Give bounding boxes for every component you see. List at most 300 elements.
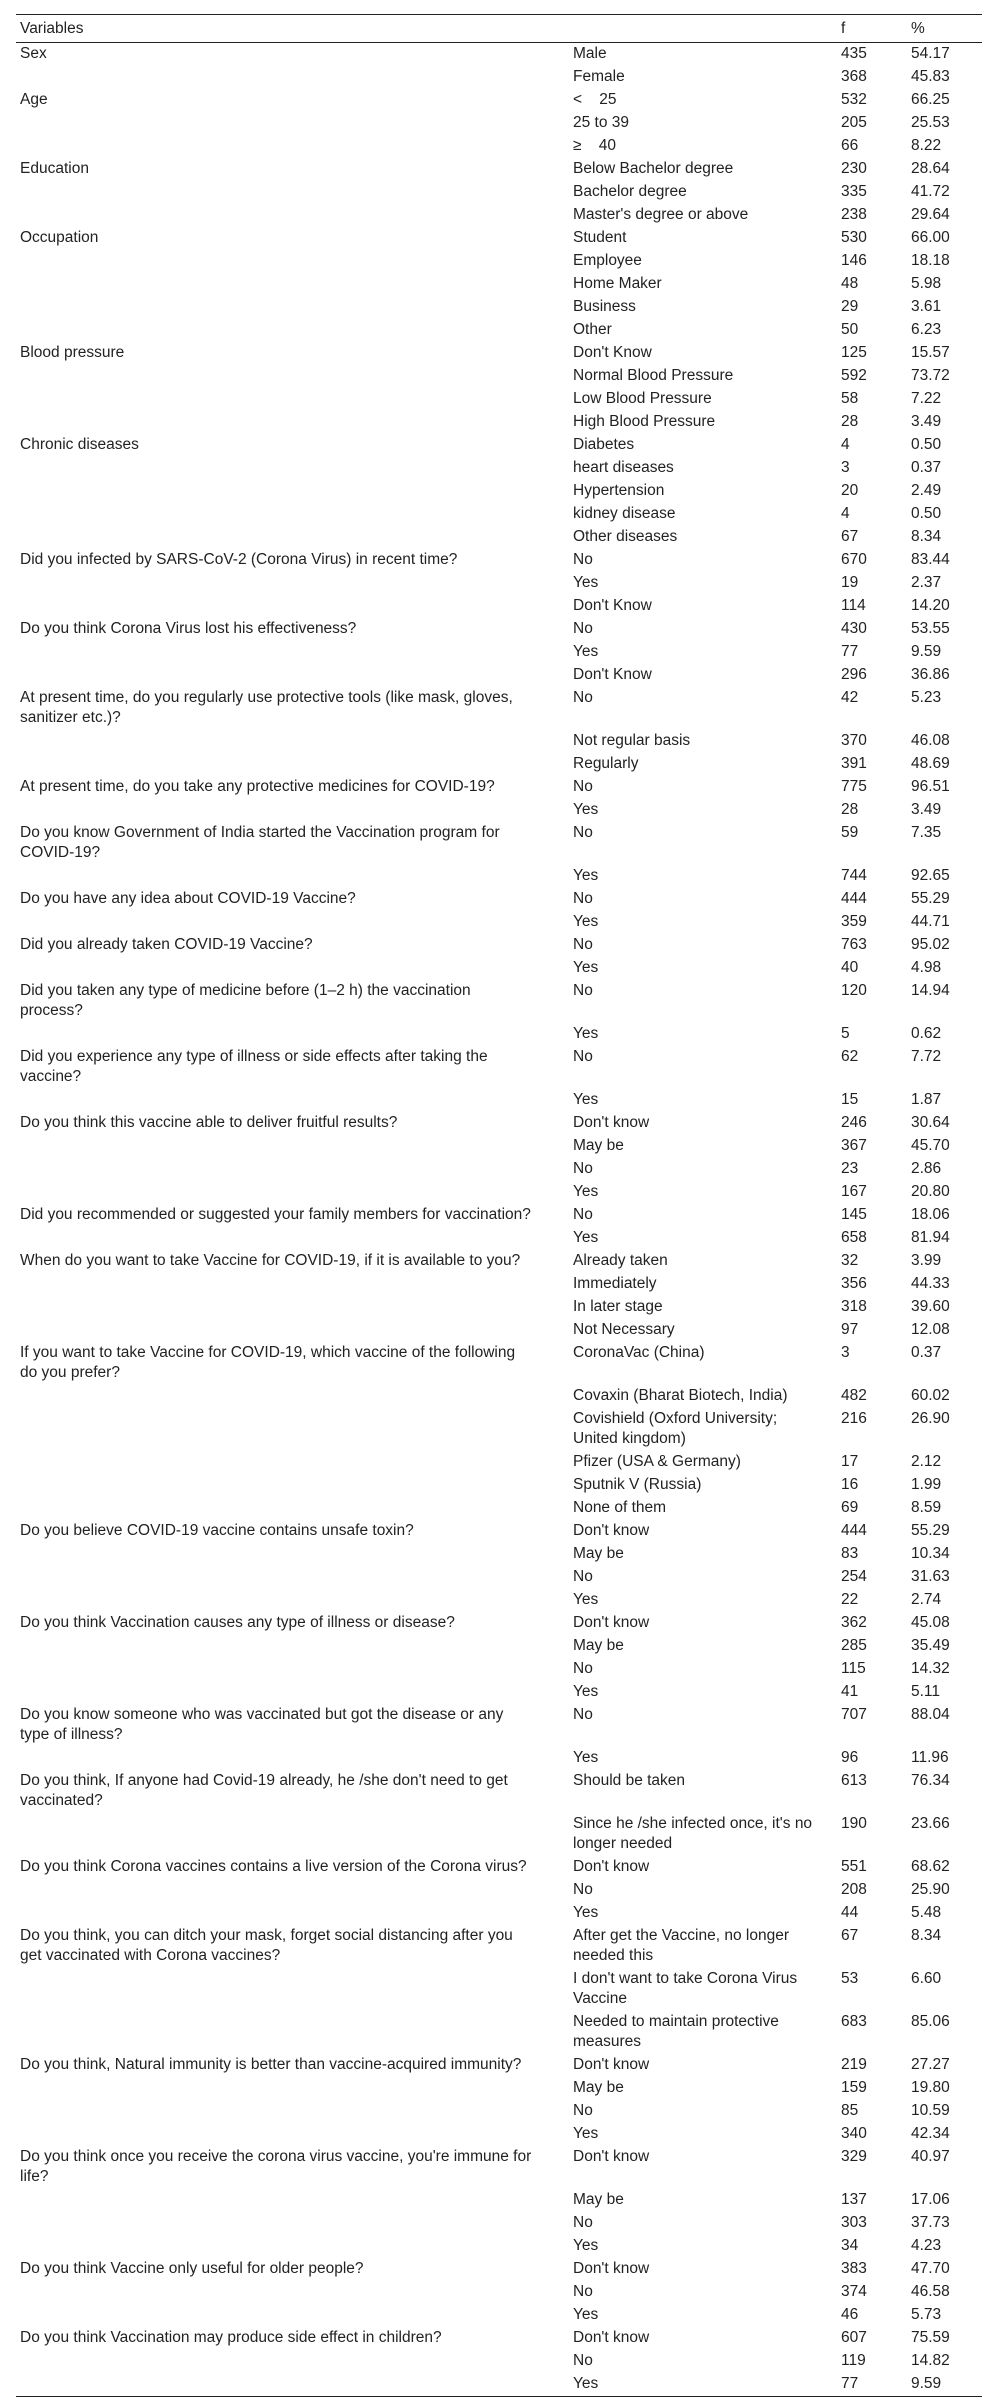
percent-cell: 23.66 xyxy=(911,1815,950,1832)
response-cell: CoronaVac (China) xyxy=(573,1344,705,1361)
response-cell: Don't Know xyxy=(573,597,652,614)
frequency-cell: 435 xyxy=(841,45,867,62)
frequency-cell: 530 xyxy=(841,229,867,246)
variable-cell xyxy=(16,1879,569,1902)
variable-cell: Did you experience any type of illness or side effects after taking the vaccine? xyxy=(20,1048,488,1085)
response-cell: Yes xyxy=(573,801,599,818)
table-row xyxy=(16,687,982,730)
table-row xyxy=(16,1089,982,1112)
table-row xyxy=(16,250,982,273)
percent-cell: 3.49 xyxy=(911,413,942,430)
response-cell: High Blood Pressure xyxy=(573,413,716,430)
frequency-cell: 374 xyxy=(841,2283,867,2300)
frequency-cell: 119 xyxy=(841,2352,866,2369)
table-row xyxy=(16,799,982,822)
table-row xyxy=(16,342,982,365)
percent-cell: 19.80 xyxy=(911,2079,950,2096)
response-cell: Don't Know xyxy=(573,666,652,683)
table-row xyxy=(16,865,982,888)
variable-cell xyxy=(16,1181,569,1204)
table-row xyxy=(16,434,982,457)
percent-cell: 54.17 xyxy=(911,45,950,62)
percent-cell: 8.34 xyxy=(911,1927,942,1944)
variable-cell: Did you taken any type of medicine before (1–2 h) the vaccination process? xyxy=(20,982,471,1019)
variable-cell: Do you think Vaccination may produce side effect in children? xyxy=(20,2329,442,2346)
table-row xyxy=(16,204,982,227)
percent-cell: 75.59 xyxy=(911,2329,950,2346)
response-cell: Yes xyxy=(573,1683,599,1700)
table-row xyxy=(16,1408,982,1451)
percent-cell: 47.70 xyxy=(911,2260,950,2277)
table-row xyxy=(16,888,982,911)
variable-cell xyxy=(16,2212,569,2235)
variable-cell xyxy=(16,1089,569,1112)
response-cell: Yes xyxy=(569,2373,837,2397)
table-row xyxy=(16,388,982,411)
percent-cell: 66.25 xyxy=(911,91,950,108)
table-row xyxy=(16,296,982,319)
response-cell: No xyxy=(573,1206,593,1223)
table-row xyxy=(16,1770,982,1813)
frequency-cell: 53 xyxy=(841,1970,859,1987)
frequency-cell: 97 xyxy=(841,1321,859,1338)
table-row xyxy=(16,480,982,503)
variable-cell xyxy=(16,1658,569,1681)
frequency-cell: 238 xyxy=(841,206,867,223)
percent-cell: 0.50 xyxy=(911,505,942,522)
frequency-cell: 370 xyxy=(841,732,867,749)
table-row xyxy=(16,158,982,181)
frequency-cell: 683 xyxy=(841,2013,867,2030)
frequency-cell: 115 xyxy=(841,1660,866,1677)
percent-cell: 1.99 xyxy=(911,1476,942,1493)
table-row xyxy=(16,1227,982,1250)
percent-cell: 76.34 xyxy=(911,1772,950,1789)
response-cell: Don't Know xyxy=(573,344,652,361)
variable-cell: Do you think Corona Virus lost his effectiveness? xyxy=(20,620,357,637)
response-cell: No xyxy=(573,890,593,907)
table-row xyxy=(16,2327,982,2350)
response-cell: Don't know xyxy=(573,1614,650,1631)
frequency-cell: 205 xyxy=(841,114,867,131)
variable-cell xyxy=(16,135,569,158)
frequency-cell: 775 xyxy=(841,778,867,795)
frequency-cell: 96 xyxy=(841,1749,859,1766)
variable-cell xyxy=(16,1408,569,1451)
frequency-cell: 551 xyxy=(841,1858,867,1875)
percent-cell: 14.32 xyxy=(911,1660,950,1677)
variable-cell xyxy=(16,1135,569,1158)
response-cell: No xyxy=(573,1048,593,1065)
frequency-cell: 23 xyxy=(841,1160,859,1177)
frequency-cell: 359 xyxy=(841,913,867,930)
table-row xyxy=(16,1658,982,1681)
percent-cell: 66.00 xyxy=(911,229,950,246)
frequency-cell: 146 xyxy=(841,252,867,269)
percent-cell: 55.29 xyxy=(911,1522,950,1539)
response-cell: Other xyxy=(573,321,612,338)
response-cell: May be xyxy=(573,2191,624,2208)
variable-cell: Did you already taken COVID-19 Vaccine? xyxy=(20,936,313,953)
table-row xyxy=(16,1181,982,1204)
variable-cell xyxy=(16,1385,569,1408)
response-cell: Home Maker xyxy=(573,275,662,292)
percent-cell: 45.70 xyxy=(911,1137,950,1154)
response-cell: No xyxy=(573,1660,593,1677)
table-row xyxy=(16,1902,982,1925)
header-variables: Variables xyxy=(16,15,569,43)
response-cell: Yes xyxy=(573,1904,599,1921)
variable-cell xyxy=(16,1747,569,1770)
percent-cell: 8.22 xyxy=(911,137,942,154)
table-row xyxy=(16,1112,982,1135)
response-cell: Below Bachelor degree xyxy=(573,160,734,177)
variable-cell: Do you believe COVID-19 vaccine contains unsafe toxin? xyxy=(20,1522,414,1539)
response-cell: ≥ 40 xyxy=(573,137,616,154)
frequency-cell: 444 xyxy=(841,1522,867,1539)
percent-cell: 85.06 xyxy=(911,2013,950,2030)
variable-cell: Do you have any idea about COVID-19 Vaccine? xyxy=(20,890,356,907)
percent-cell: 6.23 xyxy=(911,321,942,338)
response-cell: None of them xyxy=(573,1499,667,1516)
percent-cell: 10.34 xyxy=(911,1545,950,1562)
variable-cell xyxy=(16,112,569,135)
variable-cell xyxy=(16,664,569,687)
frequency-cell: 367 xyxy=(841,1137,867,1154)
percent-cell: 53.55 xyxy=(911,620,950,637)
frequency-cell: 190 xyxy=(841,1815,867,1832)
frequency-cell: 69 xyxy=(841,1499,859,1516)
variable-cell xyxy=(16,572,569,595)
percent-cell: 81.94 xyxy=(911,1229,950,1246)
table-row xyxy=(16,1023,982,1046)
percent-cell: 8.59 xyxy=(911,1499,942,1516)
response-cell: Yes xyxy=(573,1749,599,1766)
percent-cell: 68.62 xyxy=(911,1858,950,1875)
variable-cell xyxy=(16,1589,569,1612)
survey-table-container xyxy=(16,14,982,2397)
response-cell: Should be taken xyxy=(573,1772,686,1789)
frequency-cell: 246 xyxy=(841,1114,867,1131)
table-row xyxy=(16,2212,982,2235)
table-row xyxy=(16,1135,982,1158)
percent-cell: 25.53 xyxy=(911,114,950,131)
frequency-cell: 29 xyxy=(841,298,859,315)
frequency-cell: 85 xyxy=(841,2102,859,2119)
response-cell: kidney disease xyxy=(573,505,676,522)
response-cell: No xyxy=(573,2352,593,2369)
table-row xyxy=(16,1813,982,1856)
response-cell: Employee xyxy=(573,252,642,269)
response-cell: Don't know xyxy=(573,2260,650,2277)
percent-cell: 18.06 xyxy=(911,1206,950,1223)
frequency-cell: 391 xyxy=(841,755,867,772)
percent-cell: 73.72 xyxy=(911,367,950,384)
frequency-cell: 15 xyxy=(841,1091,859,1108)
frequency-cell: 362 xyxy=(841,1614,867,1631)
percent-cell: 4.23 xyxy=(911,2237,942,2254)
header-percent: % xyxy=(907,15,982,43)
table-row xyxy=(16,2077,982,2100)
frequency-cell: 159 xyxy=(841,2079,867,2096)
response-cell: May be xyxy=(573,1637,624,1654)
table-row xyxy=(16,934,982,957)
table-row xyxy=(16,1681,982,1704)
table-row xyxy=(16,1158,982,1181)
variable-cell xyxy=(16,2077,569,2100)
variable-cell xyxy=(16,319,569,342)
frequency-cell: 137 xyxy=(841,2191,867,2208)
variable-cell: Education xyxy=(20,160,89,177)
table-row xyxy=(16,181,982,204)
frequency-cell: 219 xyxy=(841,2056,867,2073)
percent-cell: 5.98 xyxy=(911,275,942,292)
variable-cell xyxy=(16,66,569,89)
table-row xyxy=(16,2100,982,2123)
percent-cell: 5.73 xyxy=(911,2306,942,2323)
frequency-cell: 329 xyxy=(841,2148,867,2165)
frequency-cell: 444 xyxy=(841,890,867,907)
percent-cell: 10.59 xyxy=(911,2102,950,2119)
percent-cell: 9.59 xyxy=(911,643,942,660)
table-row xyxy=(16,549,982,572)
response-cell: Regularly xyxy=(573,755,639,772)
percent-cell: 37.73 xyxy=(911,2214,950,2231)
table-body xyxy=(16,43,982,2397)
table-row xyxy=(16,1474,982,1497)
percent-cell: 7.22 xyxy=(911,390,942,407)
variable-cell xyxy=(16,2350,569,2373)
variable-cell xyxy=(16,1296,569,1319)
table-row xyxy=(16,980,982,1023)
response-cell: Yes xyxy=(573,643,599,660)
table-row xyxy=(16,273,982,296)
response-cell: No xyxy=(573,1706,593,1723)
variable-cell xyxy=(16,365,569,388)
percent-cell: 7.35 xyxy=(911,824,942,841)
variable-cell xyxy=(16,641,569,664)
percent-cell: 14.94 xyxy=(911,982,950,999)
response-cell: Yes xyxy=(573,1025,599,1042)
percent-cell: 14.20 xyxy=(911,597,950,614)
variable-cell xyxy=(16,753,569,776)
frequency-cell: 744 xyxy=(841,867,867,884)
percent-cell: 44.71 xyxy=(911,913,950,930)
variable-cell: At present time, do you take any protective medicines for COVID-19? xyxy=(20,778,495,795)
variable-cell: Did you recommended or suggested your family members for vaccination? xyxy=(20,1206,531,1223)
percent-cell: 92.65 xyxy=(911,867,950,884)
percent-cell: 25.90 xyxy=(911,1881,950,1898)
percent-cell: 39.60 xyxy=(911,1298,950,1315)
table-row xyxy=(16,1497,982,1520)
percent-cell: 7.72 xyxy=(911,1048,942,1065)
response-cell: Pfizer (USA & Germany) xyxy=(573,1453,741,1470)
frequency-cell: 613 xyxy=(841,1772,867,1789)
table-row xyxy=(16,664,982,687)
response-cell: Master's degree or above xyxy=(573,206,749,223)
variable-cell: Do you know someone who was vaccinated but got the disease or any type of illness? xyxy=(20,1706,504,1743)
variable-cell xyxy=(16,957,569,980)
variable-cell xyxy=(16,2281,569,2304)
response-cell: No xyxy=(573,778,593,795)
frequency-cell: 707 xyxy=(841,1706,867,1723)
table-row xyxy=(16,66,982,89)
response-cell: Yes xyxy=(573,867,599,884)
variable-cell xyxy=(16,388,569,411)
response-cell: No xyxy=(573,2283,593,2300)
response-cell: Since he /she infected once, it's no longer needed xyxy=(573,1815,813,1852)
percent-cell: 20.80 xyxy=(911,1183,950,1200)
percent-cell: 55.29 xyxy=(911,890,950,907)
table-row xyxy=(16,911,982,934)
variable-cell xyxy=(16,2235,569,2258)
frequency-cell: 46 xyxy=(841,2306,859,2323)
frequency-cell: 216 xyxy=(841,1410,867,1427)
response-cell: May be xyxy=(573,2079,624,2096)
table-row xyxy=(16,1296,982,1319)
variable-cell xyxy=(16,503,569,526)
table-row xyxy=(16,1925,982,1968)
response-cell: Covishield (Oxford University; United kingdom) xyxy=(573,1410,778,1447)
variable-cell xyxy=(16,1497,569,1520)
variable-cell xyxy=(16,2123,569,2146)
frequency-cell: 303 xyxy=(841,2214,867,2231)
percent-cell: 14.82 xyxy=(911,2352,950,2369)
table-row xyxy=(16,641,982,664)
response-cell: Not Necessary xyxy=(573,1321,675,1338)
response-cell: No xyxy=(573,1160,593,1177)
frequency-cell: 254 xyxy=(841,1568,867,1585)
response-cell: < 25 xyxy=(573,91,617,108)
variable-cell: Do you think, you can ditch your mask, forget social distancing after you get vaccinated with Corona vaccines? xyxy=(20,1927,513,1964)
percent-cell: 88.04 xyxy=(911,1706,950,1723)
variable-cell xyxy=(16,2304,569,2327)
frequency-cell: 296 xyxy=(841,666,867,683)
variable-cell xyxy=(16,730,569,753)
table-row xyxy=(16,503,982,526)
response-cell: Don't know xyxy=(573,1858,650,1875)
response-cell: Don't know xyxy=(573,2148,650,2165)
percent-cell: 2.86 xyxy=(911,1160,942,1177)
percent-cell: 60.02 xyxy=(911,1387,950,1404)
percent-cell: 1.87 xyxy=(911,1091,942,1108)
response-cell: After get the Vaccine, no longer needed this xyxy=(573,1927,789,1964)
frequency-cell: 208 xyxy=(841,1881,867,1898)
response-cell: Low Blood Pressure xyxy=(573,390,712,407)
frequency-cell: 607 xyxy=(841,2329,867,2346)
frequency-cell: 125 xyxy=(841,344,867,361)
response-cell: No xyxy=(573,2102,593,2119)
table-row xyxy=(16,2258,982,2281)
table-row xyxy=(16,526,982,549)
frequency-cell: 592 xyxy=(841,367,867,384)
variable-cell: Do you think, Natural immunity is better than vaccine-acquired immunity? xyxy=(20,2056,522,2073)
table-row xyxy=(16,1704,982,1747)
table-row xyxy=(16,1204,982,1227)
response-cell: Bachelor degree xyxy=(573,183,687,200)
response-cell: No xyxy=(573,620,593,637)
percent-cell: 29.64 xyxy=(911,206,950,223)
response-cell: No xyxy=(573,1568,593,1585)
table-row xyxy=(16,618,982,641)
variable-cell: Age xyxy=(20,91,48,108)
variable-cell: Do you think this vaccine able to deliver fruitful results? xyxy=(20,1114,398,1131)
frequency-cell: 22 xyxy=(841,1591,859,1608)
response-cell: Covaxin (Bharat Biotech, India) xyxy=(573,1387,788,1404)
percent-cell: 95.02 xyxy=(911,936,950,953)
variable-cell xyxy=(16,2100,569,2123)
percent-cell: 3.49 xyxy=(911,801,942,818)
table-row xyxy=(16,2054,982,2077)
percent-cell: 6.60 xyxy=(911,1970,942,1987)
response-cell: Don't know xyxy=(573,2329,650,2346)
variable-cell xyxy=(16,250,569,273)
frequency-cell: 430 xyxy=(841,620,867,637)
response-cell: Sputnik V (Russia) xyxy=(573,1476,702,1493)
table-row xyxy=(16,89,982,112)
header-response xyxy=(569,15,837,43)
table-row xyxy=(16,411,982,434)
header-row xyxy=(16,15,982,43)
frequency-cell: 3 xyxy=(841,459,850,476)
table-row xyxy=(16,1046,982,1089)
table-row xyxy=(16,135,982,158)
response-cell: Business xyxy=(573,298,636,315)
frequency-cell: 50 xyxy=(841,321,859,338)
table-row xyxy=(16,2011,982,2054)
frequency-cell: 20 xyxy=(841,482,859,499)
table-row xyxy=(16,822,982,865)
variable-cell xyxy=(16,1566,569,1589)
response-cell: 25 to 39 xyxy=(573,114,630,131)
frequency-cell: 763 xyxy=(841,936,867,953)
table-row xyxy=(16,457,982,480)
variable-cell xyxy=(16,1635,569,1658)
percent-cell: 2.74 xyxy=(911,1591,942,1608)
response-cell: Other diseases xyxy=(573,528,678,545)
frequency-cell: 83 xyxy=(841,1545,859,1562)
table-row xyxy=(16,572,982,595)
response-cell: Yes xyxy=(573,1183,599,1200)
frequency-cell: 19 xyxy=(841,574,859,591)
frequency-cell: 3 xyxy=(841,1344,850,1361)
response-cell: Don't know xyxy=(573,1522,650,1539)
variable-cell xyxy=(16,911,569,934)
table-header xyxy=(16,15,982,43)
percent-cell: 40.97 xyxy=(911,2148,950,2165)
frequency-cell: 356 xyxy=(841,1275,867,1292)
percent-cell: 2.12 xyxy=(911,1453,942,1470)
variable-cell: If you want to take Vaccine for COVID-19, which vaccine of the following do you prefer? xyxy=(20,1344,516,1381)
survey-results-table xyxy=(16,14,982,2397)
frequency-cell: 670 xyxy=(841,551,867,568)
percent-cell: 44.33 xyxy=(911,1275,950,1292)
frequency-cell: 383 xyxy=(841,2260,867,2277)
variable-cell: When do you want to take Vaccine for COVID-19, if it is available to you? xyxy=(20,1252,521,1269)
variable-cell xyxy=(16,1319,569,1342)
frequency-cell: 44 xyxy=(841,1904,859,1921)
variable-cell xyxy=(16,273,569,296)
percent-cell: 96.51 xyxy=(911,778,950,795)
table-row xyxy=(16,1879,982,1902)
table-row xyxy=(16,2235,982,2258)
variable-cell: Blood pressure xyxy=(20,344,125,361)
percent-cell: 48.69 xyxy=(911,755,950,772)
variable-cell xyxy=(16,2011,569,2054)
response-cell: Yes xyxy=(573,1091,599,1108)
table-row xyxy=(16,2350,982,2373)
frequency-cell: 16 xyxy=(841,1476,859,1493)
